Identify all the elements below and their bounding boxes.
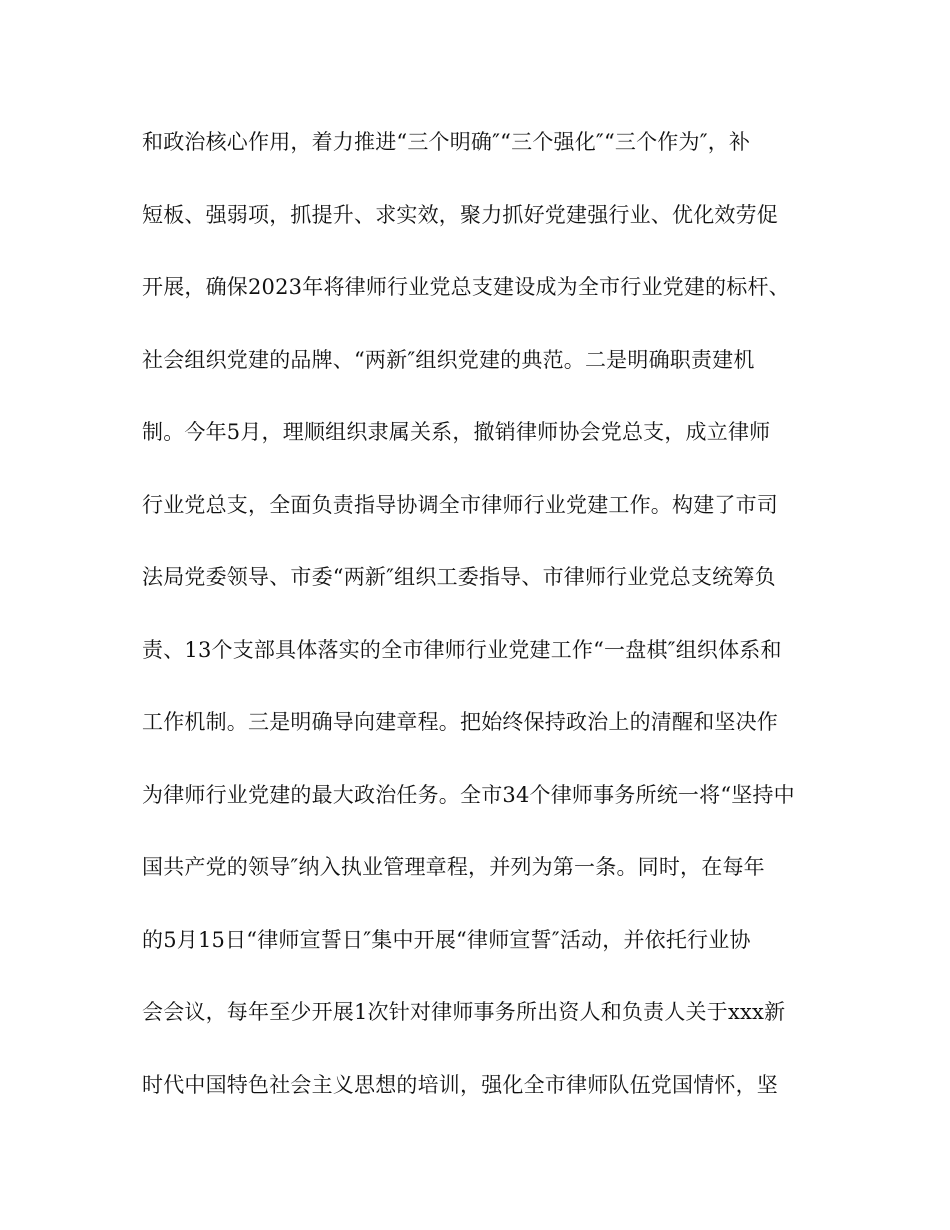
text-line-12: 的5月15日“律师宣誓日″集中开展“律师宣誓″活动，并依托行业协 [142, 927, 751, 952]
text-line-2: 短板、强弱项，抓提升、求实效，聚力抓好党建强行业、优化效劳促 [142, 202, 778, 227]
text-line-9: 工作机制。三是明确导向建章程。把始终保持政治上的清醒和坚决作 [142, 710, 778, 734]
text-line-6: 行业党总支，全面负责指导协调全市律师行业党建工作。构建了市司 [142, 492, 778, 517]
text-line-1: 和政治核心作用，着力推进“三个明确″“三个强化″“三个作为″，补 [142, 130, 751, 154]
text-line-14: 时代中国特色社会主义思想的培训，强化全市律师队伍党国情怀，坚 [142, 1072, 778, 1097]
text-line-11: 国共产党的领导″纳入执业管理章程，并列为第一条。同时，在每年 [142, 855, 765, 879]
text-line-10: 为律师行业党建的最大政治任务。全市34个律师事务所统一将“坚持中 [142, 782, 795, 807]
text-line-4: 社会组织党建的品牌、“两新″组织党建的典范。二是明确职责建机 [142, 347, 755, 372]
text-line-5: 制。今年5月，理顺组织隶属关系，撤销律师协会党总支，成立律师 [142, 420, 771, 444]
text-line-7: 法局党委领导、市委“两新″组织工委指导、市律师行业党总支统筹负 [142, 565, 776, 589]
text-line-13: 会会议，每年至少开展1次针对律师事务所出资人和负责人关于xxx新 [142, 1000, 786, 1024]
text-line-8: 责、13个支部具体落实的全市律师行业党建工作“一盘棋″组织体系和 [142, 637, 782, 662]
body-text [142, 118, 822, 1133]
text-line-3: 开展，确保2023年将律师行业党总支建设成为全市行业党建的标杆、 [142, 275, 790, 299]
